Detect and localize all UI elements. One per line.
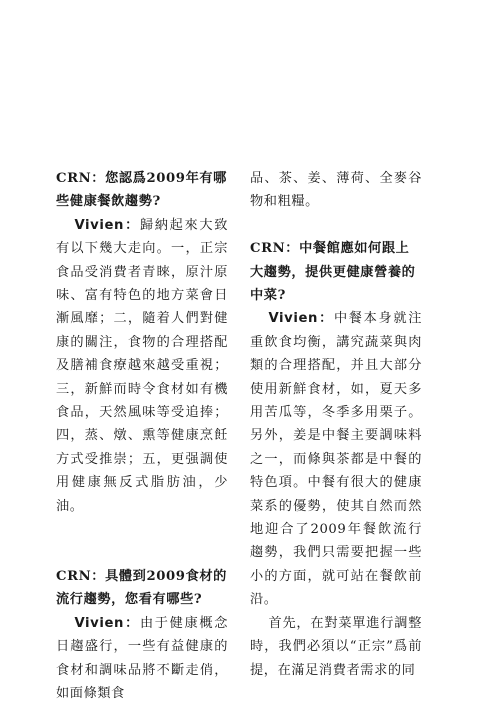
paragraph-gap — [56, 518, 228, 541]
answer-3-text: 中餐本身就注重飲食均衡，講究蔬菜與肉類的合理搭配，并且大部分使用新鮮食材，如，夏天多用苦瓜等，冬季多用栗子。另外，姜是中餐主要調味料之一，而條與茶都是中餐的特色項。中餐有很大的健康菜系的優勢，使其自然而然地迎合了2009年餐飲流行趨勢，我們只需要把握一些小的方面，就可站在餐飲前沿。 — [250, 311, 422, 608]
speaker-label: Vivien： — [268, 311, 334, 327]
answer-1 — [56, 214, 228, 518]
speaker-label: Vivien： — [74, 217, 140, 233]
answer-1-text: 歸納起來大致有以下幾大走向。一，正宗食品受消費者青睞，原汁原味、富有特色的地方菜會日漸風靡；二，隨着人們對健康的關注，食物的合理搭配及膳補食療越來越受重視；三，新鮮而時令食材如有機食品，天然風味等受追捧；四，蒸、燉、熏等健康烹飪方式受推崇；五，更强調使用健康無反式脂肪油，少油。 — [56, 217, 228, 514]
speaker-label: Vivien： — [74, 615, 140, 631]
left-column — [56, 167, 228, 705]
answer-2-text: 由于健康概念日趨盛行，一些有益健康的食材和調味品將不斷走俏，如面條類食 — [56, 615, 228, 701]
paragraph-gap — [250, 214, 422, 237]
question-3: CRN：中餐館應如何跟上大趨勢，提供更健康營養的中菜? — [250, 241, 416, 304]
paragraph-gap — [56, 541, 228, 564]
question-2: CRN：具體到2009食材的流行趨勢，您看有哪些? — [56, 568, 227, 608]
question-1: CRN：您認爲2009年有哪些健康餐飲趨勢? — [56, 171, 227, 210]
answer-3 — [250, 307, 422, 611]
answer-2 — [56, 612, 228, 705]
answer-2-continued: 品、茶、姜、薄荷、全麥谷物和粗糧。 — [250, 171, 422, 210]
right-column — [250, 167, 422, 682]
paragraph-4: 首先，在對菜單進行調整時，我們必須以“正宗”爲前提，在滿足消費者需求的同 — [250, 615, 422, 678]
